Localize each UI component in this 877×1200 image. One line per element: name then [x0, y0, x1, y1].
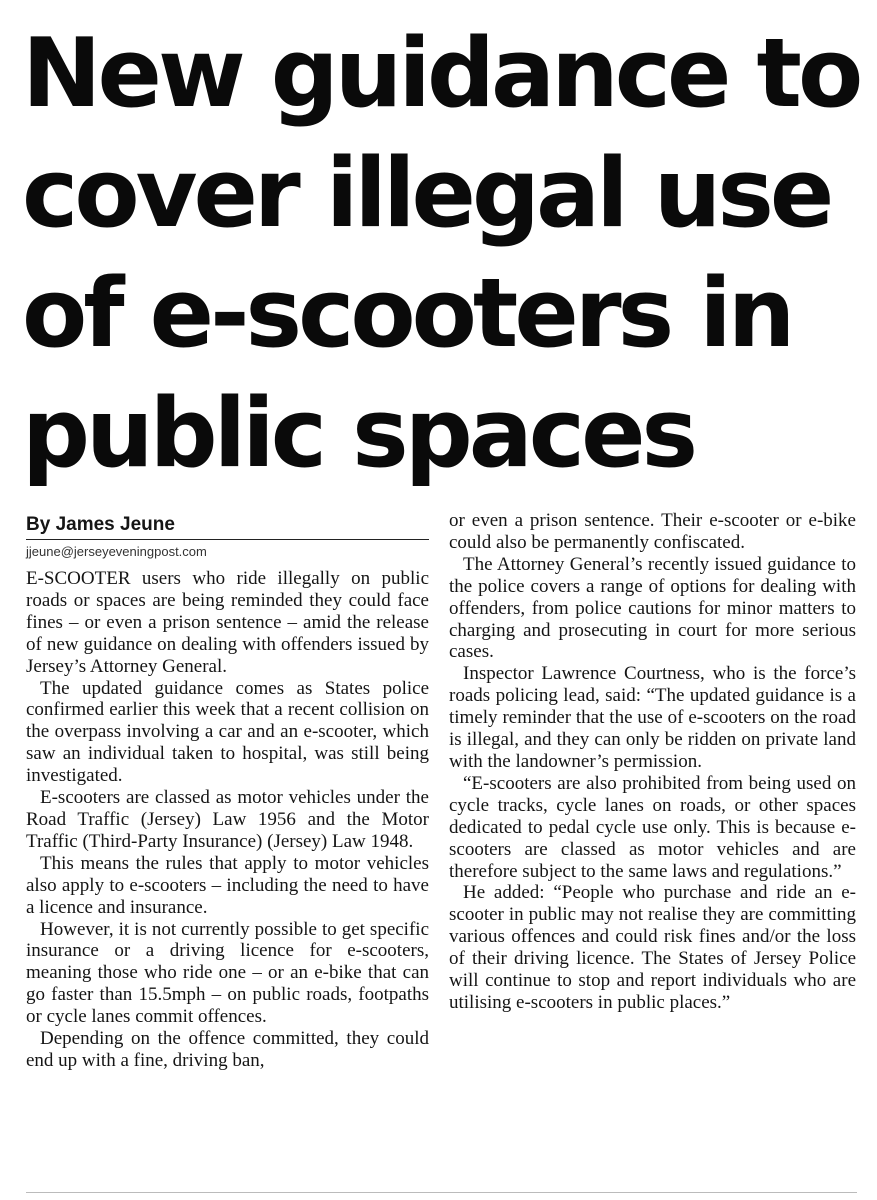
article-paragraph: E-scooters are classed as motor vehicles under the Road Traffic (Jersey) Law 1956 and the Motor Traffic (Third-Party Insurance) (Jersey) Law 1948. — [26, 787, 429, 852]
article-paragraph: The Attorney General’s recently issued guidance to the police covers a range of options for dealing with offenders, from police cautions for minor matters to charging and prosecuting in court for more serious cases. — [449, 553, 856, 663]
article-paragraph: However, it is not currently possible to get specific insurance or a driving licence for e-scooters, meaning those who ride one – or an e-bike that can go faster than 15.5mph – on public roads, footpaths or cycle lanes commit offences. — [26, 918, 429, 1028]
headline: New guidance to cover illegal use of e-scooters in public spaces — [22, 19, 860, 489]
article-paragraph: This means the rules that apply to motor vehicles also apply to e-scooters – including the need to have a licence and insurance. — [26, 852, 429, 918]
article-paragraph: or even a prison sentence. Their e-scooter or e-bike could also be permanently confiscated. — [449, 510, 856, 553]
article-paragraph: The updated guidance comes as States police confirmed earlier this week that a recent collision on the overpass involving a car and an e-scooter, which saw an individual taken to hospital, was still being investigated. — [26, 677, 429, 787]
page-bottom-divider — [26, 1192, 857, 1193]
article-column-right — [449, 510, 856, 1014]
author-email: jjeune@jerseyeveningpost.com — [26, 544, 207, 559]
article-column-left — [26, 510, 429, 1072]
article-paragraph: He added: “People who purchase and ride an e-scooter in public may not realise they are committing various offences and could risk fines and/or the loss of their driving licence. The States of Jersey Police will continue to stop and report individuals who are utilising e-scooters in public places.” — [449, 882, 856, 1013]
article-paragraph: “E-scooters are also prohibited from being used on cycle tracks, cycle lanes on roads, or other spaces dedicated to pedal cycle use only. This is because e-scooters are classed as motor vehicles and are therefore subject to the same laws and regulations.” — [449, 772, 856, 882]
byline: By James Jeune — [26, 514, 175, 535]
article-paragraph: Inspector Lawrence Courtness, who is the force’s roads policing lead, said: “The updated guidance is a timely reminder that the use of e-scooters on the road is illegal, and they can only be ridden on private land with the landowner’s permission. — [449, 663, 856, 772]
article-paragraph: Depending on the offence committed, they could end up with a fine, driving ban, — [26, 1028, 429, 1071]
article-paragraph: E-SCOOTER users who ride illegally on public roads or spaces are being reminded they could face fines – or even a prison sentence – amid the release of new guidance on dealing with offenders issued by Jersey’s Attorney General. — [26, 568, 429, 677]
byline-divider — [26, 539, 429, 540]
